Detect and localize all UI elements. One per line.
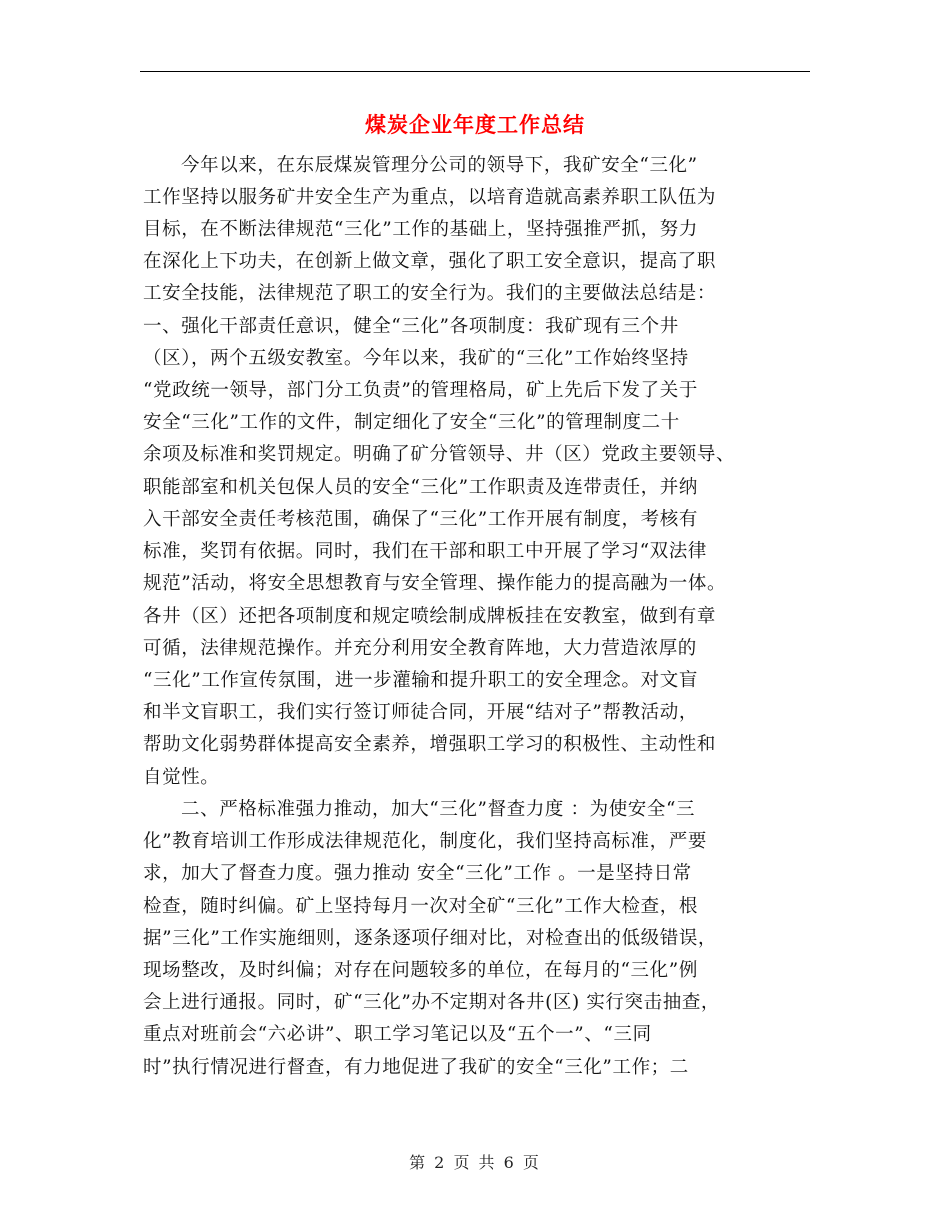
body-line: 现场整改，及时纠偏；对存在问题较多的单位，在每月的“三化”例	[143, 960, 698, 981]
document-title: 煤炭企业年度工作总结	[365, 112, 585, 137]
body-line: 入干部安全责任考核范围，确保了“三化”工作开展有制度，考核有	[143, 509, 698, 530]
body-line: 据”三化”工作实施细则，逐条逐项仔细对比，对检查出的低级错误，	[143, 928, 718, 949]
body-line: 工安全技能，法律规范了职工的安全行为。我们的主要做法总结是：	[143, 283, 717, 304]
body-line: 在深化上下功夫，在创新上做文章，强化了职工安全意识，提高了职	[143, 251, 717, 272]
body-line: 和半文盲职工，我们实行签订师徒合同，开展“结对子”帮教活动，	[143, 702, 698, 723]
body-line: 会上进行通报。同时，矿“三化”办不定期对各井(区) 实行突击抽查，	[143, 992, 721, 1013]
page-number: 第 2 页 共 6 页	[409, 1153, 541, 1172]
body-line: 今年以来，在东辰煤炭管理分公司的领导下，我矿安全“三化”	[181, 155, 698, 176]
body-line: 职能部室和机关包保人员的安全“三化”工作职责及连带责任，并纳	[143, 477, 698, 498]
body-line: 重点对班前会“六必讲”、职工学习笔记以及“五个一”、“三同	[143, 1024, 652, 1045]
body-line: “三化”工作宣传氛围，进一步灌输和提升职工的安全理念。对文盲	[143, 670, 698, 691]
body-line: 目标，在不断法律规范“三化”工作的基础上，坚持强推严抓，努力	[143, 219, 698, 240]
body-line: 规范”活动，将安全思想教育与安全管理、操作能力的提高融为一体。	[143, 573, 727, 594]
body-line: 一、强化干部责任意识，健全“三化”各项制度：我矿现有三个井	[143, 316, 679, 337]
body-line: 余项及标准和奖罚规定。明确了矿分管领导、井（区）党政主要领导、	[143, 444, 736, 465]
body-line: 时”执行情况进行督查，有力地促进了我矿的安全“三化”工作；二	[143, 1057, 689, 1078]
body-line: 求，加大了督查力度。强力推动 安全“三化”工作 。一是坚持日常	[143, 863, 692, 884]
body-line: 自觉性。	[143, 767, 220, 788]
header-rule	[140, 71, 810, 72]
body-line: 工作坚持以服务矿井安全生产为重点，以培育造就高素养职工队伍为	[143, 187, 717, 208]
body-line: 化”教育培训工作形成法律规范化，制度化，我们坚持高标准，严要	[143, 831, 707, 852]
body-line: （区），两个五级安教室。今年以来，我矿的“三化”工作始终坚持	[143, 348, 689, 369]
body-line: “党政统一领导，部门分工负责”的管理格局，矿上先后下发了关于	[143, 380, 698, 401]
body-line: 各井（区）还把各项制度和规定喷绘制成牌板挂在安教室，做到有章	[143, 606, 717, 627]
body-line: 标准，奖罚有依据。同时，我们在干部和职工中开展了学习“双法律	[143, 541, 707, 562]
body-line: 安全“三化”工作的文件，制定细化了安全“三化”的管理制度二十	[143, 412, 680, 433]
body-line: 帮助文化弱势群体提高安全素养，增强职工学习的积极性、主动性和	[143, 734, 717, 755]
body-line: 检查，随时纠偏。矿上坚持每月一次对全矿“三化”工作大检查，根	[143, 896, 698, 917]
body-line: 二、严格标准强力推动，加大“三化”督查力度 ：为使安全“三	[181, 799, 696, 820]
body-line: 可循，法律规范操作。并充分利用安全教育阵地，大力营造浓厚的	[143, 638, 697, 659]
